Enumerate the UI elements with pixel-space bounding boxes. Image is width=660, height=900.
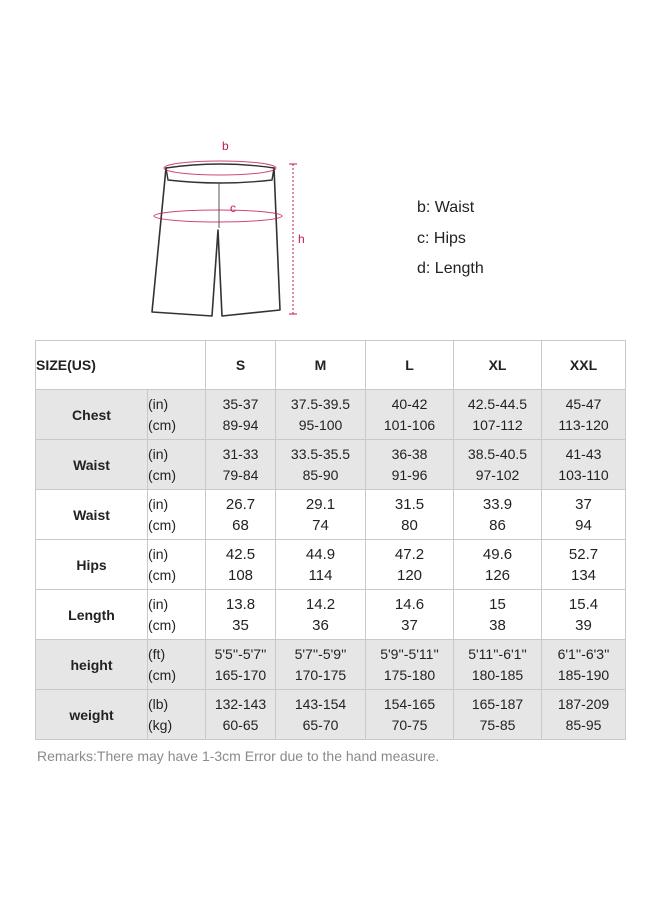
table-row (36, 390, 626, 440)
size-value: 37 (575, 495, 592, 513)
size-value: 91-96 (391, 466, 428, 483)
size-value-cell (206, 490, 276, 540)
size-value: 36 (312, 616, 329, 634)
size-value-cell (454, 390, 542, 440)
size-value-cell (542, 690, 626, 740)
size-value: 70-75 (391, 716, 428, 733)
label-c: c (230, 201, 236, 215)
shorts-outline (152, 168, 280, 316)
unit-label: (in) (148, 445, 169, 462)
size-value: 80 (401, 516, 418, 534)
size-value: 108 (228, 566, 254, 584)
size-value: 37.5-39.5 (290, 395, 351, 412)
size-value-cell (276, 640, 366, 690)
row-measure-name: weight (36, 690, 148, 740)
size-value: 13.8 (225, 595, 256, 613)
unit-label: (cm) (148, 466, 176, 483)
legend-hips: c: Hips (417, 230, 466, 247)
size-value: 6'1''-6'3'' (557, 645, 610, 662)
header-row (36, 341, 626, 390)
size-value: 101-106 (383, 416, 436, 433)
row-measure-name: height (36, 640, 148, 690)
header-size-us: SIZE(US) (36, 341, 206, 390)
unit-label: (cm) (148, 516, 176, 533)
size-value-cell (454, 490, 542, 540)
size-value: 5'5''-5'7'' (214, 645, 267, 662)
unit-label: (lb) (148, 695, 169, 712)
size-chart-table (35, 340, 626, 740)
unit-label: (cm) (148, 666, 176, 683)
size-value: 68 (232, 516, 249, 534)
size-value-cell (366, 590, 454, 640)
size-value: 42.5-44.5 (467, 395, 528, 412)
size-value: 85-95 (565, 716, 602, 733)
header-size-s: S (206, 341, 276, 390)
size-value: 49.6 (482, 545, 513, 563)
size-value-cell (542, 590, 626, 640)
label-b: b (222, 139, 229, 153)
size-value-cell (542, 490, 626, 540)
size-value: 165-170 (214, 666, 267, 683)
size-value: 113-120 (558, 416, 609, 433)
size-value: 60-65 (222, 716, 259, 733)
row-units (148, 490, 206, 540)
label-h: h (298, 232, 305, 246)
legend-length: d: Length (417, 260, 484, 277)
size-value: 103-110 (558, 466, 609, 483)
row-units (148, 540, 206, 590)
size-value: 36-38 (391, 445, 428, 462)
size-value-cell (454, 440, 542, 490)
size-value: 42.5 (225, 545, 256, 563)
table-row (36, 440, 626, 490)
size-value: 85-90 (302, 466, 339, 483)
size-value-cell (206, 590, 276, 640)
row-measure-name: Length (36, 590, 148, 640)
size-value: 29.1 (305, 495, 336, 513)
size-chart-body (36, 341, 626, 740)
unit-label: (in) (148, 545, 169, 562)
size-value: 15 (489, 595, 506, 613)
unit-label: (cm) (148, 566, 176, 583)
size-value-cell (276, 390, 366, 440)
unit-label: (ft) (148, 645, 166, 662)
size-value: 134 (571, 566, 597, 584)
size-value: 15.4 (568, 595, 599, 613)
size-value: 33.9 (482, 495, 513, 513)
size-value-cell (366, 690, 454, 740)
header-size-xxl: XXL (542, 341, 626, 390)
size-value-cell (276, 690, 366, 740)
size-value: 120 (397, 566, 423, 584)
size-value-cell (276, 590, 366, 640)
size-value: 79-84 (222, 466, 259, 483)
size-value: 44.9 (305, 545, 336, 563)
table-row (36, 590, 626, 640)
size-value-cell (206, 640, 276, 690)
size-value-cell (206, 690, 276, 740)
size-value: 47.2 (394, 545, 425, 563)
size-value-cell (276, 440, 366, 490)
table-row (36, 640, 626, 690)
size-value: 170-175 (294, 666, 347, 683)
size-value: 143-154 (294, 695, 347, 712)
size-value: 31-33 (222, 445, 259, 462)
header-size-l: L (366, 341, 454, 390)
size-value: 37 (401, 616, 418, 634)
size-value-cell (542, 540, 626, 590)
shorts-measurement-diagram (140, 130, 320, 330)
size-value: 154-165 (383, 695, 436, 712)
size-value: 86 (489, 516, 506, 534)
size-value: 95-100 (298, 416, 343, 433)
remarks-note: Remarks:There may have 1-3cm Error due to the hand measure. (37, 748, 440, 764)
size-value: 52.7 (568, 545, 599, 563)
unit-label: (in) (148, 595, 169, 612)
size-value: 38 (489, 616, 506, 634)
size-value: 26.7 (225, 495, 256, 513)
row-units (148, 390, 206, 440)
size-value: 40-42 (391, 395, 428, 412)
size-value: 94 (575, 516, 592, 534)
size-value-cell (206, 540, 276, 590)
size-value: 114 (308, 566, 333, 584)
size-value-cell (454, 590, 542, 640)
size-value: 5'9''-5'11'' (380, 645, 439, 662)
unit-label: (cm) (148, 616, 176, 633)
size-value-cell (454, 640, 542, 690)
size-value: 107-112 (472, 416, 523, 433)
size-value: 38.5-40.5 (467, 445, 528, 462)
row-measure-name: Waist (36, 490, 148, 540)
size-value: 165-187 (471, 695, 524, 712)
size-value: 41-43 (565, 445, 602, 462)
size-value-cell (366, 440, 454, 490)
size-value-cell (542, 390, 626, 440)
size-value: 97-102 (475, 466, 520, 483)
size-value-cell (366, 540, 454, 590)
row-units (148, 640, 206, 690)
size-value: 45-47 (565, 395, 602, 412)
size-value: 74 (312, 516, 329, 534)
size-value-cell (454, 540, 542, 590)
row-units (148, 590, 206, 640)
size-value: 185-190 (557, 666, 610, 683)
size-value-cell (366, 640, 454, 690)
size-value-cell (276, 540, 366, 590)
table-row (36, 490, 626, 540)
row-measure-name: Waist (36, 440, 148, 490)
size-value-cell (366, 390, 454, 440)
size-value-cell (206, 390, 276, 440)
size-value: 35-37 (222, 395, 259, 412)
header-size-xl: XL (454, 341, 542, 390)
size-value: 14.2 (305, 595, 336, 613)
header-size-m: M (276, 341, 366, 390)
size-value-cell (366, 490, 454, 540)
table-row (36, 540, 626, 590)
legend-waist: b: Waist (417, 199, 475, 216)
size-value: 5'11''-6'1'' (468, 645, 527, 662)
size-value: 33.5-35.5 (290, 445, 351, 462)
size-value: 35 (232, 616, 249, 634)
unit-label: (kg) (148, 716, 173, 733)
size-value: 187-209 (557, 695, 610, 712)
size-value-cell (542, 640, 626, 690)
size-value: 89-94 (222, 416, 259, 433)
size-value: 75-85 (479, 716, 516, 733)
table-row (36, 690, 626, 740)
size-value: 132-143 (214, 695, 267, 712)
size-value: 175-180 (383, 666, 436, 683)
unit-label: (in) (148, 495, 169, 512)
unit-label: (in) (148, 395, 169, 412)
size-value: 39 (575, 616, 592, 634)
row-units (148, 440, 206, 490)
unit-label: (cm) (148, 416, 176, 433)
size-value-cell (276, 490, 366, 540)
row-measure-name: Hips (36, 540, 148, 590)
size-value: 180-185 (471, 666, 524, 683)
size-value: 65-70 (302, 716, 339, 733)
size-value: 31.5 (394, 495, 425, 513)
size-value-cell (206, 440, 276, 490)
size-value-cell (454, 690, 542, 740)
row-measure-name: Chest (36, 390, 148, 440)
row-units (148, 690, 206, 740)
size-value: 126 (485, 566, 511, 584)
size-value: 14.6 (394, 595, 425, 613)
size-value: 5'7''-5'9'' (294, 645, 347, 662)
size-value-cell (542, 440, 626, 490)
